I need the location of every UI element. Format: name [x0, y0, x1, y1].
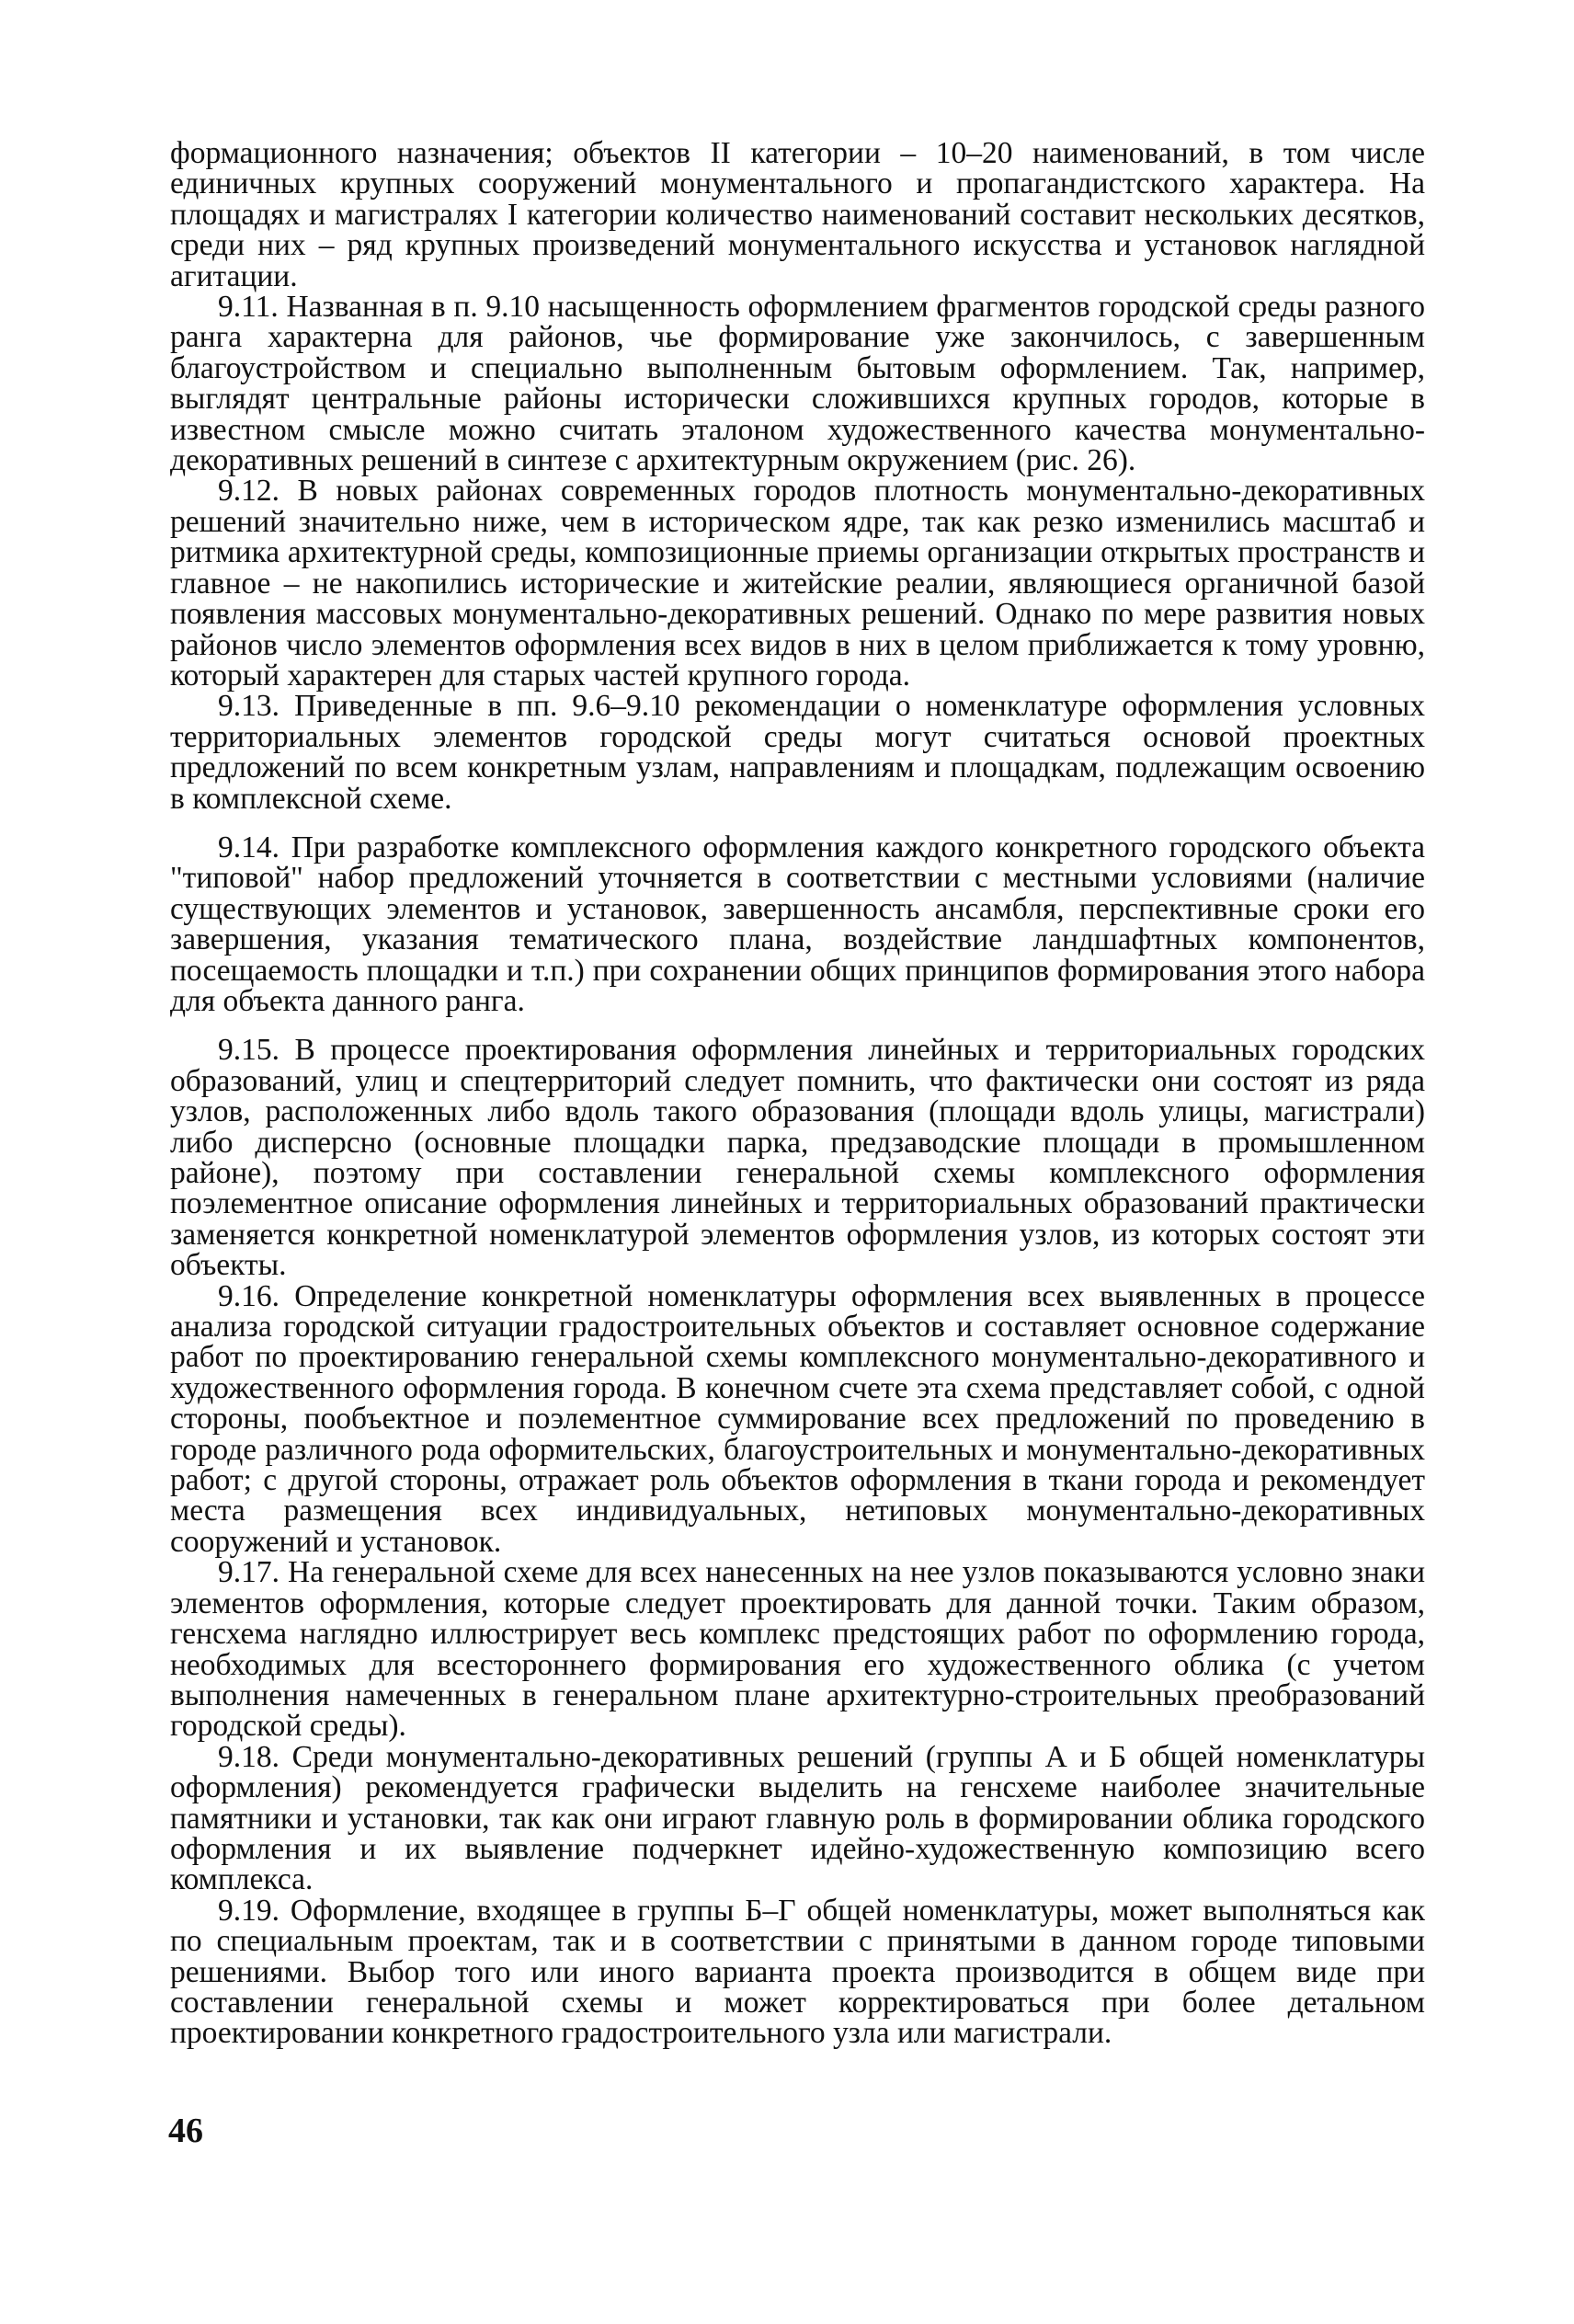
paragraph-text: В новых районах современных городов плотность монументально-декоративных решений значительно ниже, чем в историческом ядре, так как резко изменились масштаб и ритмика архитектурной среды, композиционные приемы организации открытых пространств и главное – не накопились исторические и житейские реалии, являющиеся органичной базой появления массовых монументально-декоративных решений. Однако по мере развития новых районов число элементов оформления всех видов в них в целом приближается к тому уровню, который характерен для старых частей крупного города. — [170, 474, 1426, 693]
paragraph-number: 9.16. — [218, 1278, 279, 1313]
paragraph-text: В процессе проектирования оформления линейных и территориальных городских образований, улиц и спецтерриторий следует помнить, что фактически они состоят из ряда узлов, расположенных либо вдоль такого образования (площади вдоль улицы, магистрали) либо дисперсно (основные площадки парка, предзаводские площади в промышленном районе), поэтому при составлении генеральной схемы комплексного оформления поэлементное описание оформления линейных и территориальных образований практически заменяется конкретной номенклатурой элементов оформления узлов, из которых состоят эти объекты. — [170, 1033, 1426, 1283]
paragraph-number: 9.15. — [218, 1033, 279, 1068]
paragraph-number: 9.19. — [218, 1893, 279, 1928]
paragraph-9-11 — [170, 290, 1426, 478]
paragraph-text: Приведенные в пп. 9.6–9.10 рекомендации о номенклатуре оформления условных территориальных элементов городской среды могут считаться основой проектных предложений по всем конкретным узлам, направлениям и площадкам, подлежащим освоению в комплексной схеме. — [170, 689, 1425, 816]
paragraph-text: Названная в п. 9.10 насыщенность оформлением фрагментов городской среды разного ранга характерна для районов, чье формирование уже закончилось, с завершенным благоустройством и специально выполненным бытовым оформлением. Так, например, выглядят центральные районы исторически сложившихся крупных городов, которые в известном смысле можно считать эталоном художественного качества монументально-декоративных решений в синтезе с архитектурным окружением (рис. 26). — [170, 290, 1426, 478]
paragraph-9-16 — [170, 1278, 1425, 1559]
paragraph-number: 9.13. — [218, 689, 279, 724]
paragraph-number: 9.11. — [218, 290, 279, 325]
paragraph-9-14 — [170, 832, 1425, 1016]
paragraph-9-17 — [170, 1555, 1426, 1744]
paragraph-9-15 — [170, 1033, 1426, 1283]
paragraph-text: Определение конкретной номенклатуры оформления всех выявленных в процессе анализа городской ситуации градостроительных объектов и составляет основное содержание работ по проектированию генеральной схемы комплексного монументально-декоративного и художественного оформления города. В конечном счете эта схема представляет собой, с одной стороны, пообъектное и поэлементное суммирование всех предложений по проведению в городе различного рода оформительских, благоустроительных и монументально-декоративных работ; с другой стороны, отражает роль объектов оформления в ткани города и рекомендует места размещения всех индивидуальных, нетиповых монументально-декоративных сооружений и установок. — [170, 1278, 1425, 1559]
paragraph-number: 9.12. — [218, 474, 279, 509]
paragraph-number: 9.17. — [218, 1555, 279, 1590]
paragraph-9-13 — [170, 691, 1425, 814]
paragraph-text: При разработке комплексного оформления каждого конкретного городского объекта "типовой" набор предложений уточняется в соответствии с местными условиями (наличие существующих элементов и установок, завершенность ансамбля, перспективные сроки его завершения, указания тематического плана, воздействие ландшафтных компонентов, посещаемость площадки и т.п.) при сохранении общих принципов формирования этого набора для объекта данного ранга. — [170, 830, 1426, 1018]
page-number: 46 — [168, 2112, 203, 2150]
paragraph-text: Оформление, входящее в группы Б–Г общей номенклатуры, может выполняться как по специальным проектам, так и в соответствии с принятыми в данном городе типовыми решениями. Выбор того или иного варианта проекта производится в общем виде при составлении генеральной схемы и может корректироваться при более детальном проектировании конкретного градостроительного узла или магистрали. — [170, 1893, 1426, 2051]
paragraph-number: 9.14. — [218, 830, 279, 864]
paragraph-9-12 — [170, 475, 1425, 691]
document-page — [170, 138, 1425, 2049]
paragraph-continuation — [170, 138, 1425, 292]
paragraph-text: На генеральной схеме для всех нанесенных на нее узлов показываются условно знаки элементов оформления, которые следует проектировать для данной точки. Таким образом, генсхема наглядно иллюстрирует весь комплекс предстоящих работ по оформлению города, необходимых для всестороннего формирования его художественного облика (с учетом выполнения намеченных в генеральном плане архитектурно-строительных преобразований городской среды). — [170, 1555, 1426, 1744]
paragraph-text: Среди монументально-декоративных решений (группы А и Б общей номенклатуры оформления) рекомендуется графически выделить на генсхеме наиболее значительные памятники и установки, так как они играют главную роль в формировании облика городского оформления и их выявление подчеркнет идейно-художественную композицию всего комплекса. — [170, 1739, 1426, 1897]
paragraph-number: 9.18. — [218, 1739, 279, 1774]
paragraph-9-18 — [170, 1739, 1426, 1897]
paragraph-9-19 — [170, 1895, 1425, 2049]
paragraph-text: формационного назначения; объектов II категории – 10–20 наименований, в том числе единичных крупных сооружений монументального и пропагандистского характера. На площадях и магистралях I категории количество наименований составит нескольких десятков, среди них – ряд крупных произведений монументального искусства и установок наглядной агитации. — [170, 136, 1425, 293]
